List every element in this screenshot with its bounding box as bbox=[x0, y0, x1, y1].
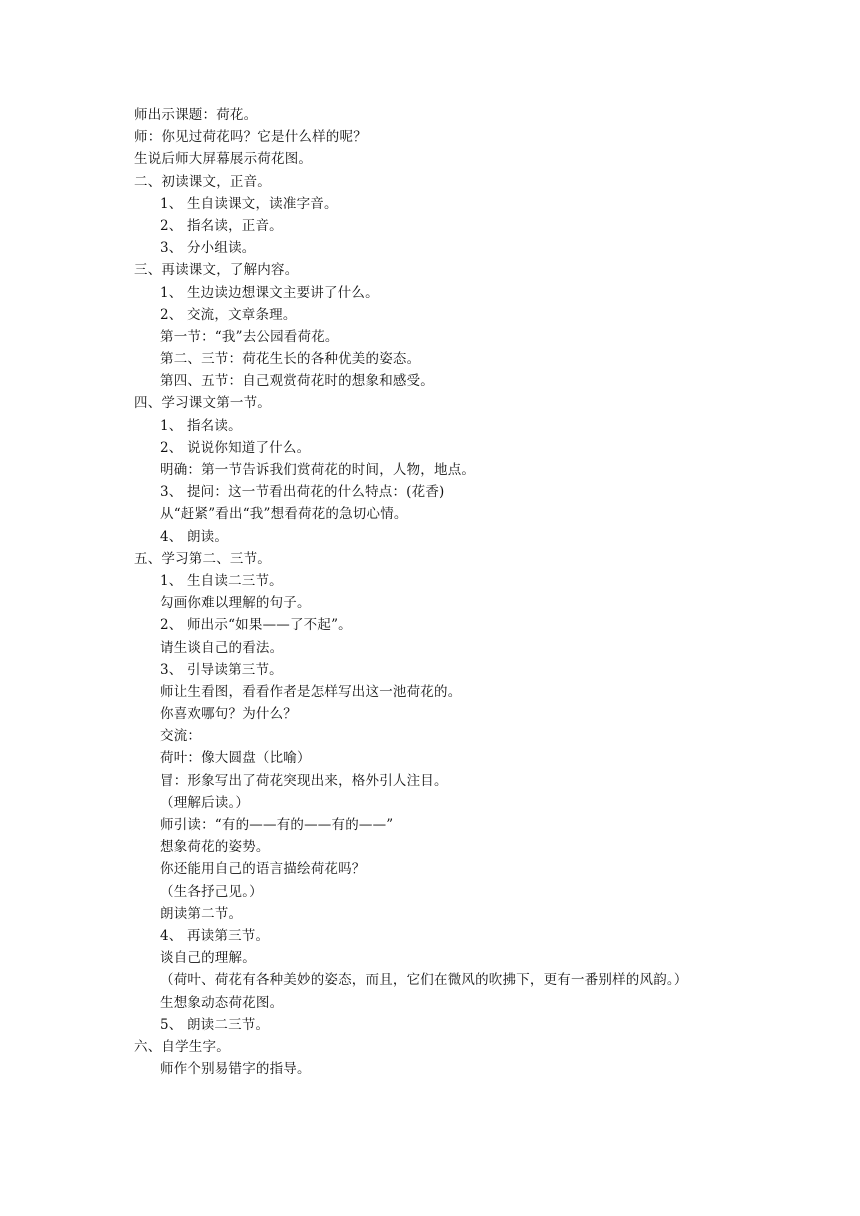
text-line: 明确：第一节告诉我们赏荷花的时间，人物，地点。 bbox=[160, 462, 476, 478]
text-line: 冒：形象写出了荷花突现出来，格外引人注目。 bbox=[160, 772, 448, 789]
text-line: 4、 朗读。 bbox=[160, 528, 229, 545]
text-line: 勾画你难以理解的句子。 bbox=[160, 595, 311, 612]
text-line: 你喜欢哪句？为什么？ bbox=[160, 706, 297, 723]
text-line: 谈自己的理解。 bbox=[160, 950, 256, 967]
text-line: 师：你见过荷花吗？它是什么样的呢？ bbox=[134, 129, 367, 146]
text-line: 师让生看图，看看作者是怎样写出这一池荷花的。 bbox=[160, 683, 462, 700]
text-line: 2、 指名读，正音。 bbox=[160, 217, 283, 234]
text-line: 六、自学生字。 bbox=[134, 1038, 230, 1055]
text-line: （理解后读。） bbox=[160, 794, 250, 811]
text-line: 你还能用自己的语言描绘荷花吗？ bbox=[160, 861, 366, 878]
text-line: 1、 生边读边想课文主要讲了什么。 bbox=[160, 284, 379, 301]
text-line: 二、初读课文，正音。 bbox=[134, 173, 271, 190]
text-line: 4、 再读第三节。 bbox=[160, 927, 270, 944]
text-line: 第四、五节：自己观赏荷花时的想象和感受。 bbox=[160, 373, 434, 390]
text-line: 1、 生自读二三节。 bbox=[160, 572, 283, 589]
text-line: （荷叶、荷花有各种美妙的姿态，而且，它们在微风的吹拂下，更有一番别样的风韵。） bbox=[160, 972, 688, 989]
text-line: 2、 交流，文章条理。 bbox=[160, 306, 297, 323]
text-line: 请生谈自己的看法。 bbox=[160, 639, 284, 656]
text-line: 从“赶紧”看出“我”想看荷花的急切心情。 bbox=[160, 506, 408, 523]
text-line: 1、 生自读课文，读准字音。 bbox=[160, 195, 338, 212]
text-line: （生各抒己见。） bbox=[160, 883, 263, 900]
text-line: 3、 分小组读。 bbox=[160, 240, 256, 257]
text-line: 师作个别易错字的指导。 bbox=[160, 1061, 311, 1078]
text-line: 三、再读课文，了解内容。 bbox=[134, 262, 299, 279]
text-line: 1、 指名读。 bbox=[160, 417, 242, 434]
text-line: 想象荷花的姿势。 bbox=[160, 839, 270, 856]
text-line: 荷叶：像大圆盘（比喻） bbox=[160, 750, 311, 767]
text-line: 第二、三节：荷花生长的各种优美的姿态。 bbox=[160, 351, 421, 368]
text-line: 交流： bbox=[160, 728, 202, 745]
lesson-plan-text bbox=[134, 104, 834, 1080]
text-line: 四、学习课文第一节。 bbox=[134, 395, 271, 412]
text-line: 师出示课题：荷花。 bbox=[134, 107, 258, 123]
text-line: 5、 朗读二三节。 bbox=[160, 1016, 270, 1033]
text-line: 朗读第二节。 bbox=[160, 905, 243, 922]
text-line: 3、 引导读第三节。 bbox=[160, 661, 283, 678]
text-line: 3、 提问：这一节看出荷花的什么特点：(花香) bbox=[160, 484, 445, 501]
text-line: 2、 师出示“如果——了不起”。 bbox=[160, 617, 352, 634]
text-line: 2、 说说你知道了什么。 bbox=[160, 439, 311, 456]
text-line: 第一节：“我”去公园看荷花。 bbox=[160, 328, 339, 345]
text-line: 五、学习第二、三节。 bbox=[134, 550, 271, 567]
text-line: 生说后师大屏幕展示荷花图。 bbox=[134, 151, 313, 168]
text-line: 生想象动态荷花图。 bbox=[160, 994, 284, 1011]
text-line: 师引读：“有的——有的——有的——” bbox=[160, 817, 394, 833]
